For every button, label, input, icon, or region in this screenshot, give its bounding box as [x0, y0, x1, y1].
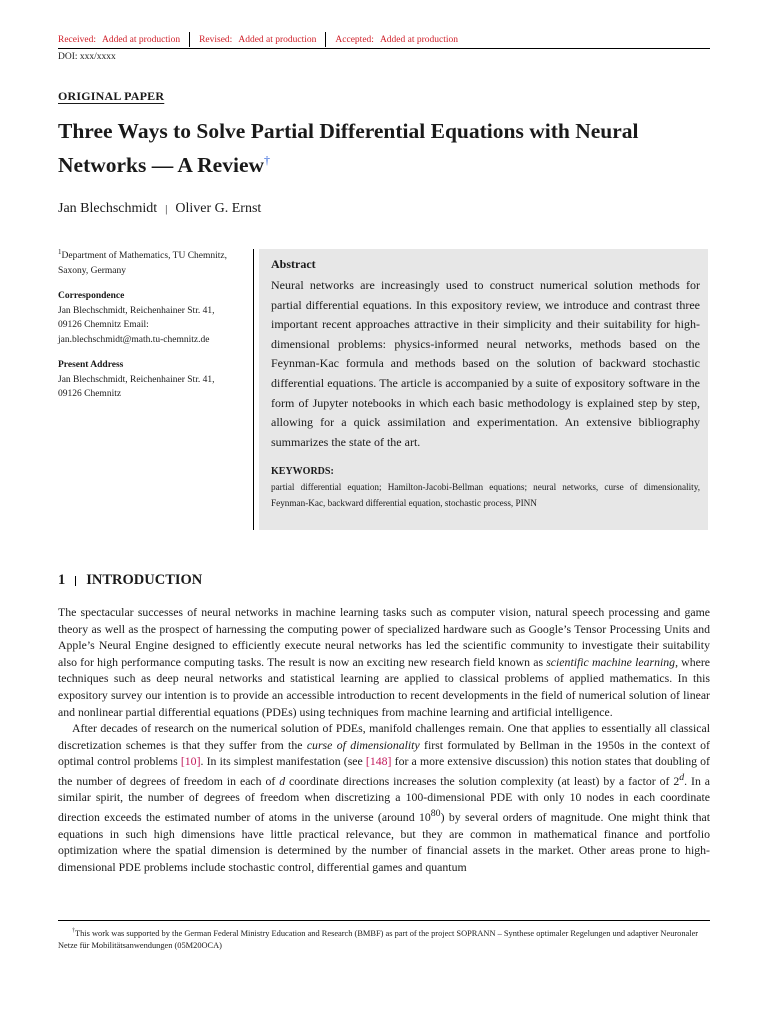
keywords-heading: KEYWORDS:: [271, 466, 334, 478]
section-divider: [75, 576, 76, 586]
paper-type-label: ORIGINAL PAPER: [58, 89, 165, 103]
present-address-line: Jan Blechschmidt, Reichenhainer Str. 41,: [58, 374, 215, 385]
abstract-box: [259, 249, 708, 530]
footnote-text: This work was supported by the German Federal Ministry Education and Research (BMBF) as part of the project SOPRANN – Synthese optimaler Regelungen und adaptiver Neuronaler Netze für Mobilitätsanwendungen (05M20OCA): [58, 928, 699, 950]
keywords-text: partial differential equation; Hamilton-Jacobi-Bellman equations; neural networks, curse of dimensionality, Feynman-Kac, backward differential equation, stochastic process, PINN: [271, 482, 700, 508]
header-rule: [58, 48, 710, 49]
date-divider: [325, 32, 326, 47]
correspondence-email[interactable]: jan.blechschmidt@math.tu-chemnitz.de: [58, 334, 210, 345]
section-number: 1: [58, 572, 66, 588]
author-list: [58, 201, 261, 217]
correspondence-line: Jan Blechschmidt, Reichenhainer Str. 41,: [58, 305, 215, 316]
abstract-text: Neural networks are increasingly used to construct numerical solution methods for partial differential equations. In this expository review, we introduce and contrast three important recent approaches attractive in their simplicity and their suitability for high-dimensional problems: physics-informed neural networks, methods based on the Feynman-Kac formula and methods based on the solution of backward stochastic differential equations. The article is accompanied by a suite of expository software in the form of Jupyter notebooks in which each basic methodology is explained step by step, allowing for a quick assimilation and experimentation. An extensive bibliography summarizes the state of the art.: [271, 278, 700, 449]
footnote-rule: [58, 920, 710, 921]
paper-title: [58, 117, 718, 180]
footnote-mark: †: [72, 928, 75, 934]
section-heading: [58, 572, 202, 589]
author-name: Jan Blechschmidt: [58, 201, 158, 216]
section-title: INTRODUCTION: [86, 572, 203, 588]
accepted-date: Accepted: Added at production: [335, 34, 459, 45]
present-address-heading: Present Address: [58, 360, 124, 371]
paragraph: After decades of research on the numerical solution of PDEs, manifold challenges remain. One that applies to essentially all classical discretization schemes is that they suffer from the curse of dimensionality first formulated by Bellman in the 1950s in the context of optimal control problems [10]. In its simplest manifestation (see [148] for a more extensive discussion) this notion states that doubling of the number of degrees of freedom in each of d coordinate directions increases the solution complexity (at least) by a factor of 2$^d$. In a similar spirit, the number of degrees of freedom when discretizing a 100-dimensional PDE with only 10 nodes in each coordinate direction exceeds the estimated number of atoms in the universe (around $10^{80}$) by several orders of magnitude. One might think that equations in such high dimensions have little practical relevance, but they are common in mathematical finance and portfolio optimization where the spatial dimension is determined by the number of financial assets in the market. Other areas prone to high-dimensional PDE problems include stochastic control, differential games and quantum: [58, 721, 710, 874]
received-date: Received: Added at production: [58, 34, 181, 45]
affiliation: $^1$Department of Mathematics, TU Chemnitz, Saxony, Germany: [58, 248, 228, 276]
paragraph: The spectacular successes of neural networks in machine learning tasks such as computer vision, natural speech processing and game theory as well as the prospect of harnessing the computing power of specialized hardware such as Google’s Tensor Processing Units and Apple’s Neural Engine designed to efficiently execute neural networks has led the scientific community to investigate their suitability also for high performance computing tasks. The result is now an exciting new research field known as scientific machine learning, where techniques such as deep neural networks and statistical learning are applied to classical problems of applied mathematics. In this expository survey our intention is to provide an accessible introduction to recent developments in the field of numerical solution of linear and nonlinear partial differential equations (PDEs) using techniques from machine learning and artificial intelligence.: [58, 605, 710, 719]
body-text: [58, 604, 710, 875]
footnote: [58, 925, 710, 952]
revised-date: Revised: Added at production: [199, 34, 317, 45]
abstract-heading: Abstract: [271, 257, 316, 271]
author-name: Oliver G. Ernst: [175, 201, 262, 216]
citation-link[interactable]: [148]: [365, 754, 392, 769]
publication-dates: [58, 32, 467, 47]
author-info-column: [58, 245, 248, 402]
present-address-line: 09126 Chemnitz: [58, 389, 122, 400]
title-text: Three Ways to Solve Partial Differential Equations with Neural Networks — A Review: [58, 119, 639, 178]
title-footnote-mark[interactable]: †: [264, 153, 271, 167]
author-separator: |: [165, 203, 168, 215]
correspondence-line: 09126 Chemnitz Email:: [58, 320, 149, 331]
citation-link[interactable]: [10]: [180, 754, 201, 769]
date-divider: [189, 32, 190, 47]
doi: DOI: xxx/xxxx: [58, 52, 116, 62]
column-divider: [253, 249, 254, 530]
correspondence-heading: Correspondence: [58, 291, 125, 302]
